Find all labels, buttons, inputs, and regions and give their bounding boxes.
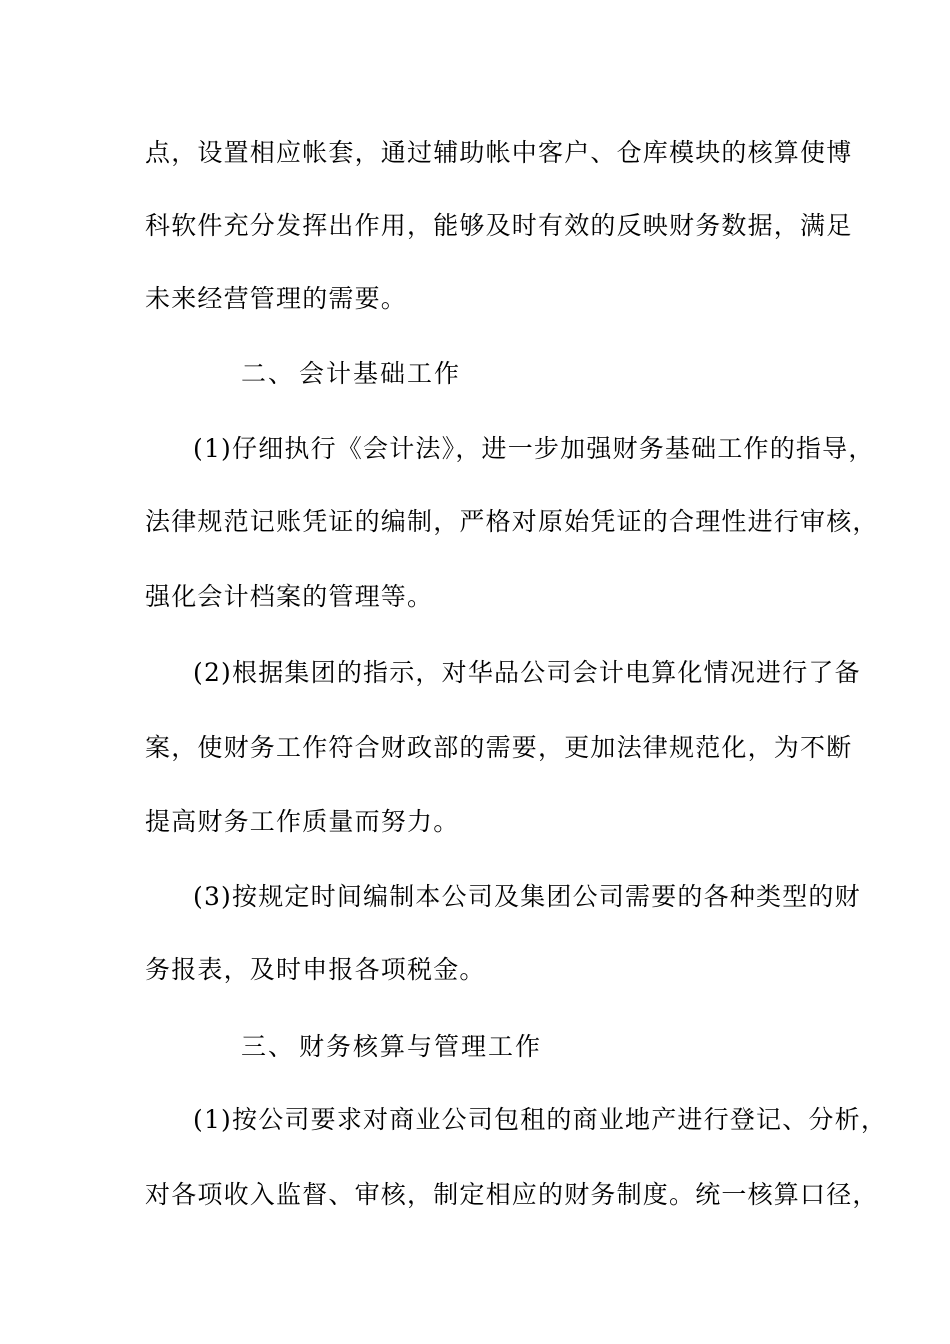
section-heading-number: 三、 (241, 1032, 296, 1061)
section-heading-number: 二、 (241, 359, 296, 388)
section-heading-3 (241, 1032, 641, 1062)
paragraph-line-5: (1)仔细执行《会计法》，进一步加强财务基础工作的指导， (193, 434, 875, 463)
paragraph-line-7: 强化会计档案的管理等。 (145, 582, 434, 611)
paragraph-line-1: 点，设置相应帐套，通过辅助帐中客户、仓库模块的核算使博 (145, 138, 853, 167)
paragraph-line-10: 提高财务工作质量而努力。 (145, 807, 460, 836)
paragraph-line-9: 案，使财务工作符合财政部的需要，更加法律规范化，为不断 (145, 733, 853, 762)
paragraph-line-2: 科软件充分发挥出作用，能够及时有效的反映财务数据，满足 (145, 211, 853, 240)
paragraph-line-6: 法律规范记账凭证的编制，严格对原始凭证的合理性进行审核， (145, 507, 879, 536)
section-heading-title: 财务核算与管理工作 (299, 1032, 543, 1061)
paragraph-line-3: 未来经营管理的需要。 (145, 284, 408, 313)
paragraph-line-8: (2)根据集团的指示，对华品公司会计电算化情况进行了备 (193, 658, 861, 687)
paragraph-line-12: 务报表，及时申报各项税金。 (145, 955, 486, 984)
section-heading-title: 会计基础工作 (299, 359, 462, 388)
paragraph-line-15: 对各项收入监督、审核，制定相应的财务制度。统一核算口径， (145, 1180, 879, 1209)
section-heading-2 (241, 359, 641, 389)
paragraph-line-14: (1)按公司要求对商业公司包租的商业地产进行登记、分析， (193, 1105, 888, 1134)
paragraph-line-11: (3)按规定时间编制本公司及集团公司需要的各种类型的财 (193, 882, 861, 911)
